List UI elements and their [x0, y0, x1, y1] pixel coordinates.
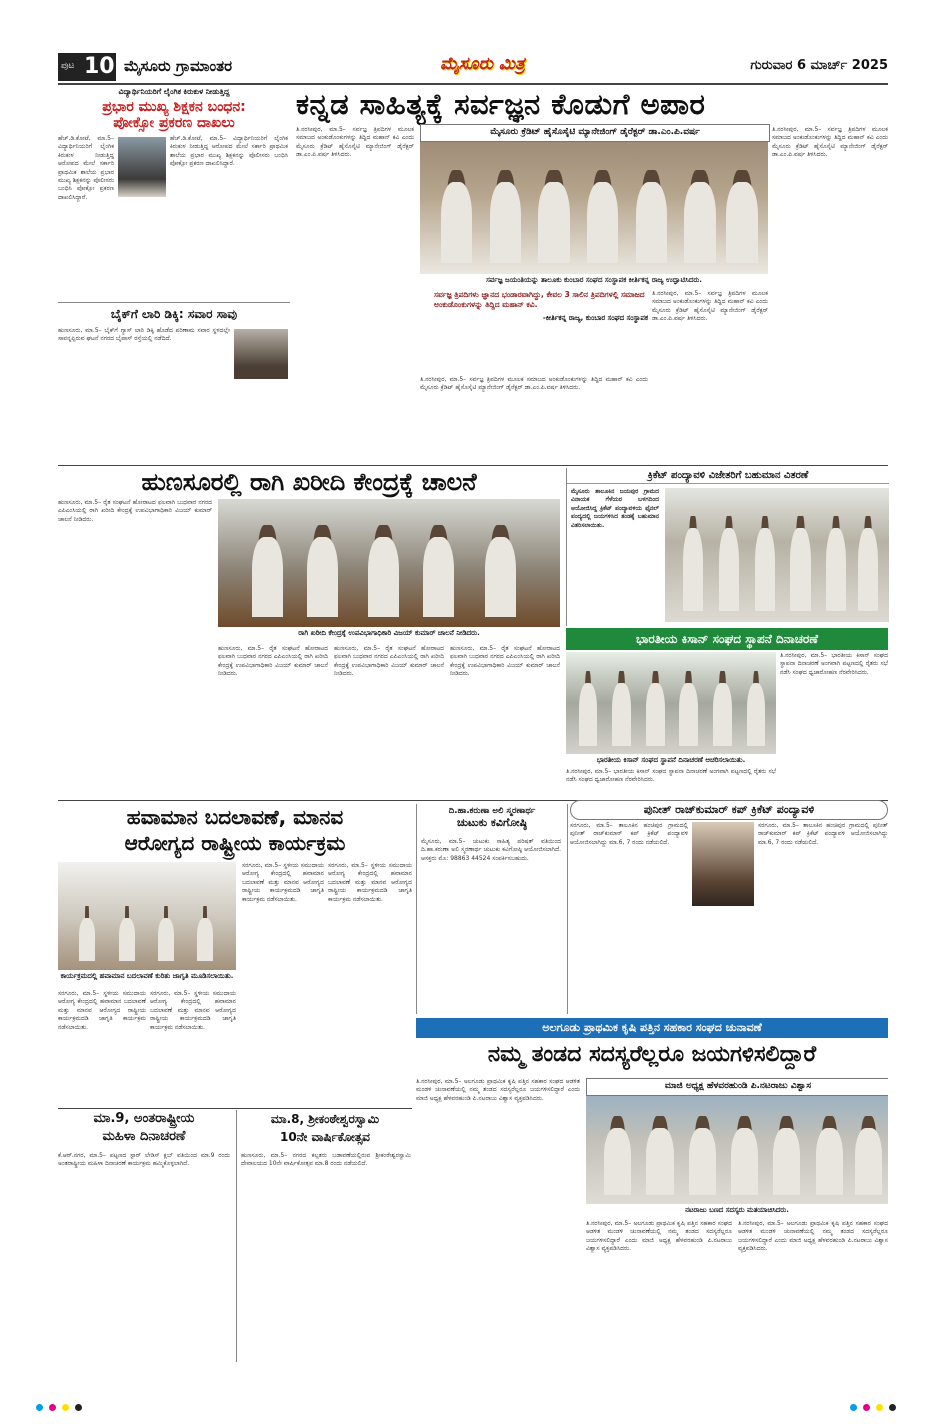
kavigoshti-headline-2: ಚುಟುಕು ಕವಿಗೋಷ್ಠಿ [456, 816, 528, 829]
cricket-prize-body: ಮೈಸೂರು ತಾಲೂಕಿನ ಜಯಪುರ ಗ್ರಾಮದ ವಿನಾಯಕ ಗೆಳೆಯರ ಬಳಗದಿಂದ ಆಯೋಜಿಸಿದ್ದ ಕ್ರಿಕೆಟ್ ಪಂದ್ಯಾವಳಿಯ ಫೈನಲ್ ಪಂದ್ಯದಲ್ಲಿ ಜಯಗಳಿಸಿದ ತಂಡಕ್ಕೆ ಬಹುಮಾನ ವಿತರಿಸಲಾಯಿತು. [571, 488, 659, 529]
ragi-body-col4: ಹುಣಸೂರು, ಮಾ.5– ರೈತ ಸಂಘಟನೆ ಹೋರಾಟದ ಫಲವಾಗಿ ಬುಧವಾರ ನಗರದ ಎಪಿಎಂಸಿಯಲ್ಲಿ ರಾಗಿ ಖರೀದಿ ಕೇಂದ್ರಕ್ಕೆ ಉಪವಿಭಾಗಾಧಿಕಾರಿ ವಿಜಯ್ ಕುಮಾರ್ ಚಾಲನೆ ನೀಡಿದರು. [450, 645, 560, 678]
climate-headline-1: ಹವಾಮಾನ ಬದಲಾವಣೆ, ಮಾನವ [126, 805, 344, 829]
climate-caption: ಕಾರ್ಯಕ್ರಮದಲ್ಲಿ ಹವಾಮಾನ ಬದಲಾವಣೆ ಕುರಿತು ಜಾಗೃತಿ ಮೂಡಿಸಲಾಯಿತು. [60, 972, 234, 980]
sahitya-body-col4: ತಿ.ನರಸೀಪುರ, ಮಾ.5– ಸರ್ವಜ್ಞ ತ್ರಿಪದಿಗಳ ಮೂಲಕ ಸಮಾಜದ ಅಂಕುಡೊಂಕುಗಳನ್ನು ತಿದ್ದಿದ ಮಹಾನ್ ಕವಿ ಎಂದು ಮೈಸೂರು ಕ್ರೆಡಿಟ್ ಹೈಸೊಸೈಟಿ ಮ್ಯಾನೇಜಿಂಗ್ ಡೈರೆಕ್ಟರ್ ಡಾ.ಎಂ.ಪಿ.ವರ್ಷ ತಿಳಿಸಿದರು. [772, 126, 888, 159]
kisan-headline: ಭಾರತೀಯ ಕಿಸಾನ್ ಸಂಘದ ಸ್ಥಾಪನೆ ದಿನಾಚರಣೆ [566, 628, 888, 650]
teacher-headline-2: ಪೋಕ್ಸೋ ಪ್ರಕರಣ ದಾಖಲು [113, 115, 235, 131]
kavigoshti-headline-1: ದಿ.ಹಾ.ಕರುಣಾ ಅಲಿ ಸ್ಮರಣಾರ್ಥ [448, 806, 536, 816]
sahitya-quote-box [420, 290, 648, 372]
registration-marks-right [850, 1404, 896, 1411]
climate-body-col4: ಸರಗೂರು, ಮಾ.5– ಸ್ಥಳೀಯ ಸಮುದಾಯ ಆರೋಗ್ಯ ಕೇಂದ್ರದಲ್ಲಿ ಹವಾಮಾನ ಬದಲಾವಣೆ ಮತ್ತು ಮಾನವ ಆರೋಗ್ಯದ ರಾಷ್ಟ್ರೀಯ ಕಾರ್ಯಕ್ರಮದಡಿ ಜಾಗೃತಿ ಕಾರ್ಯಕ್ರಮ ನಡೆಸಲಾಯಿತು. [328, 862, 412, 903]
ragi-photo [218, 499, 560, 627]
cooperative-caption: ನಟರಾಜು ಬಣದ ಸದಸ್ಯರು ಮತಯಾಚಿಸಿದರು. [685, 1206, 789, 1214]
ragi-body-col1: ಹುಣಸೂರು, ಮಾ.5– ರೈತ ಸಂಘಟನೆ ಹೋರಾಟದ ಫಲವಾಗಿ ಬುಧವಾರ ನಗರದ ಎಪಿಎಂಸಿಯಲ್ಲಿ ರಾಗಿ ಖರೀದಿ ಕೇಂದ್ರಕ್ಕೆ ಉಪವಿಭಾಗಾಧಿಕಾರಿ ವಿಜಯ್ ಕುಮಾರ್ ಚಾಲನೆ ನೀಡಿದರು. [58, 499, 212, 523]
climate-body-col2: ಸರಗೂರು, ಮಾ.5– ಸ್ಥಳೀಯ ಸಮುದಾಯ ಆರೋಗ್ಯ ಕೇಂದ್ರದಲ್ಲಿ ಹವಾಮಾನ ಬದಲಾವಣೆ ಮತ್ತು ಮಾನವ ಆರೋಗ್ಯದ ರಾಷ್ಟ್ರೀಯ ಕಾರ್ಯಕ್ರಮದಡಿ ಜಾಗೃತಿ ಕಾರ್ಯಕ್ರಮ ನಡೆಸಲಾಯಿತು. [150, 990, 236, 1031]
story-cooperative [416, 1018, 888, 1362]
teacher-headline-1: ಪ್ರಭಾರ ಮುಖ್ಯ ಶಿಕ್ಷಕನ ಬಂಧನ: [102, 99, 246, 115]
page-number: 10 [84, 54, 115, 79]
issue-date: ಗುರುವಾರ 6 ಮಾರ್ಚ್ 2025 [750, 58, 888, 73]
climate-photo [58, 862, 236, 970]
story-srikanteshwara [236, 1110, 413, 1362]
story-climate [58, 804, 412, 1106]
sahitya-caption: ಸರ್ವಜ್ಞ ಜಯಂತಿಯನ್ನು ತಾಲೂಕು ಕುಂಬಾರ ಸಂಘದ ಸಂಸ್ಥಾಪಕ ಕೀರ್ತಿಕನ್ನ ರಾಜ್ಯ ಉದ್ಘಾಟಿಸಿದರು. [486, 276, 702, 284]
ragi-headline: ಹುಣಸೂರಲ್ಲಿ ರಾಗಿ ಖರೀದಿ ಕೇಂದ್ರಕ್ಕೆ ಚಾಲನೆ [141, 468, 477, 496]
cooperative-subhead: ಮಾಜಿ ಅಧ್ಯಕ್ಷ ಹೆಳವರಹುಂಡಿ ಪಿ.ನಟರಾಜು ವಿಶ್ವಾಸ [586, 1078, 888, 1096]
kisan-caption: ಭಾರತೀಯ ಕಿಸಾನ್ ಸಂಘದ ಸ್ಥಾಪನೆ ದಿನಾಚರಣೆ ಆಚರಿಸಲಾಯಿತು. [596, 756, 746, 764]
cricket-prize-photo [665, 488, 889, 622]
cooperative-body-col2: ತಿ.ನರಸೀಪುರ, ಮಾ.5– ಅಲಗೂಡು ಪ್ರಾಥಮಿಕ ಕೃಷಿ ಪತ್ತಿನ ಸಹಕಾರ ಸಂಘದ ಆಡಳಿತ ಮಂಡಳಿ ಚುನಾವಣೆಯಲ್ಲಿ ನಮ್ಮ ತಂಡದ ಸದಸ್ಯರೆಲ್ಲರೂ ಜಯಗಳಿಸಲಿದ್ದಾರೆ ಎಂದು ಮಾಜಿ ಅಧ್ಯಕ್ಷ ಹೆಳವರಹುಂಡಿ ಪಿ.ನಟರಾಜು ವಿಶ್ವಾಸ ವ್ಯಕ್ತಪಡಿಸಿದರು. [586, 1220, 732, 1253]
registration-dot [62, 1404, 69, 1411]
srikanteshwara-body: ಹುಣಸೂರು, ಮಾ.5– ನಗರದ ಕಲ್ಪತರು ಬಡಾವಣೆಯಲ್ಲಿರುವ ಶ್ರೀಕಂಠೇಶ್ವರಸ್ವಾಮಿ ದೇವಾಲಯದ 10ನೇ ವಾರ್ಷಿಕೋತ್ಸವ ಮಾ.8 ರಂದು ನಡೆಯಲಿದೆ. [241, 1152, 411, 1168]
header-rule [58, 83, 888, 85]
sahitya-body-col3: ತಿ.ನರಸೀಪುರ, ಮಾ.5– ಸರ್ವಜ್ಞ ತ್ರಿಪದಿಗಳ ಮೂಲಕ ಸಮಾಜದ ಅಂಕುಡೊಂಕುಗಳನ್ನು ತಿದ್ದಿದ ಮಹಾನ್ ಕವಿ ಎಂದು ಮೈಸೂರು ಕ್ರೆಡಿಟ್ ಹೈಸೊಸೈಟಿ ಮ್ಯಾನೇಜಿಂಗ್ ಡೈರೆಕ್ಟರ್ ಡಾ.ಎಂ.ಪಿ.ವರ್ಷ ತಿಳಿಸಿದರು. [652, 290, 768, 323]
kisan-photo [566, 652, 776, 754]
kavigoshti-body: ಮೈಸೂರು, ಮಾ.5– ಚುಟುಕು ಸಾಹಿತ್ಯ ಪರಿಷತ್ ವತಿಯಿಂದ ದಿ.ಹಾ.ಕರುಣಾ ಅಲಿ ಸ್ಮರಣಾರ್ಥ ಚುಟುಕು ಕವಿಗೋಷ್ಠಿ ಆಯೋಜಿಸಲಾಗಿದೆ. ಆಸಕ್ತರು ಮೊ: 98863 44524 ಸಂಪರ್ಕಿಸಬಹುದು. [421, 838, 561, 862]
sahitya-body-col2: ತಿ.ನರಸೀಪುರ, ಮಾ.5– ಸರ್ವಜ್ಞ ತ್ರಿಪದಿಗಳ ಮೂಲಕ ಸಮಾಜದ ಅಂಕುಡೊಂಕುಗಳನ್ನು ತಿದ್ದಿದ ಮಹಾನ್ ಕವಿ ಎಂದು ಮೈಸೂರು ಕ್ರೆಡಿಟ್ ಹೈಸೊಸೈಟಿ ಮ್ಯಾನೇಜಿಂಗ್ ಡೈರೆಕ್ಟರ್ ಡಾ.ಎಂ.ಪಿ.ವರ್ಷ ತಿಳಿಸಿದರು. [420, 376, 648, 392]
cooperative-photo [586, 1096, 888, 1204]
registration-dot [876, 1404, 883, 1411]
puneeth-photo [692, 822, 754, 906]
registration-dot [49, 1404, 56, 1411]
masthead-title: ಮೈಸೂರು ಮಿತ್ರ [440, 54, 525, 74]
registration-dot [889, 1404, 896, 1411]
puneeth-headline: ಪುನೀತ್ ರಾಜ್‌ಕುಮಾರ್ ಕಪ್ ಕ್ರಿಕೆಟ್ ಪಂದ್ಯಾವಳಿ [570, 800, 888, 820]
teacher-photo [118, 137, 166, 197]
womens-day-body: ಕೆ.ಆರ್.ನಗರ, ಮಾ.5– ಪಟ್ಟಣದ ಸ್ಟಾರ್ ಲೇಡಿಸ್ ಕ್ಲಬ್ ವತಿಯಿಂದ ಮಾ.9 ರಂದು ಅಂತರಾಷ್ಟ್ರೀಯ ಮಹಿಳಾ ದಿನಾಚರಣೆ ಕಾರ್ಯಕ್ರಮ ಹಮ್ಮಿಕೊಳ್ಳಲಾಗಿದೆ. [58, 1152, 230, 1168]
sahitya-quote-author: -ಕೀರ್ತಿಕನ್ನ ರಾಜ್ಯ, ಕುಂಬಾರ ಸಂಘದ ಸಂಸ್ಥಾಪಕ [542, 314, 648, 322]
cooperative-body-col1: ತಿ.ನರಸೀಪುರ, ಮಾ.5– ಅಲಗೂಡು ಪ್ರಾಥಮಿಕ ಕೃಷಿ ಪತ್ತಿನ ಸಹಕಾರ ಸಂಘದ ಆಡಳಿತ ಮಂಡಳಿ ಚುನಾವಣೆಯಲ್ಲಿ ನಮ್ಮ ತಂಡದ ಸದಸ್ಯರೆಲ್ಲರೂ ಜಯಗಳಿಸಲಿದ್ದಾರೆ ಎಂದು ಮಾಜಿ ಅಧ್ಯಕ್ಷ ಹೆಳವರಹುಂಡಿ ಪಿ.ನಟರಾಜು ವಿಶ್ವಾಸ ವ್ಯಕ್ತಪಡಿಸಿದರು. [416, 1078, 580, 1102]
registration-dot [75, 1404, 82, 1411]
womens-day-headline-1: ಮಾ.9, ಅಂತರಾಷ್ಟ್ರೀಯ [93, 1111, 195, 1126]
cricket-prize-headline: ಕ್ರಿಕೆಟ್ ಪಂದ್ಯಾವಳಿ ವಿಜೇತರಿಗೆ ಬಹುಮಾನ ವಿತರಣೆ [567, 468, 889, 484]
cooperative-headline: ನಮ್ಮ ತಂಡದ ಸದಸ್ಯರೆಲ್ಲರೂ ಜಯಗಳಿಸಲಿದ್ದಾರೆ [487, 1042, 817, 1067]
section-title: ಮೈಸೂರು ಗ್ರಾಮಾಂತರ [124, 57, 233, 75]
lorry-headline: ಬೈಕ್‌ಗೆ ಲಾರಿ ಡಿಕ್ಕಿ: ಸವಾರ ಸಾವು [110, 307, 238, 321]
story-kisan [566, 628, 888, 796]
climate-body-col1: ಸರಗೂರು, ಮಾ.5– ಸ್ಥಳೀಯ ಸಮುದಾಯ ಆರೋಗ್ಯ ಕೇಂದ್ರದಲ್ಲಿ ಹವಾಮಾನ ಬದಲಾವಣೆ ಮತ್ತು ಮಾನವ ಆರೋಗ್ಯದ ರಾಷ್ಟ್ರೀಯ ಕಾರ್ಯಕ್ರಮದಡಿ ಜಾಗೃತಿ ಕಾರ್ಯಕ್ರಮ ನಡೆಸಲಾಯಿತು. [58, 990, 146, 1031]
bottom-left-rule [58, 1108, 412, 1109]
sahitya-headline: ಕನ್ನಡ ಸಾಹಿತ್ಯಕ್ಕೆ ಸರ್ವಜ್ಞನ ಕೊಡುಗೆ ಅಪಾರ [296, 87, 706, 121]
story-kavigoshti [416, 804, 568, 1014]
teacher-body: ಹೆಚ್.ಡಿ.ಕೋಟೆ, ಮಾ.5– ವಿದ್ಯಾರ್ಥಿನಿಯರಿಗೆ ಲೈಂಗಿಕ ಕಿರುಕುಳ ನೀಡುತ್ತಿದ್ದ ಆರೋಪದ ಮೇಲೆ ಸರ್ಕಾರಿ ಪ್ರಾಥಮಿಕ ಶಾಲೆಯ ಪ್ರಭಾರ ಮುಖ್ಯ ಶಿಕ್ಷಕನನ್ನು ಪೊಲೀಸರು ಬಂಧಿಸಿ ಪೋಕ್ಸೋ ಪ್ರಕರಣ ದಾಖಲಿಸಿದ್ದಾರೆ. [58, 135, 114, 201]
puneeth-body-col1: ಸರಗೂರು, ಮಾ.5– ತಾಲೂಕಿನ ಹಂಚಿಪುರ ಗ್ರಾಮದಲ್ಲಿ ಪುನೀತ್ ರಾಜ್‌ಕುಮಾರ್ ಕಪ್ ಕ್ರಿಕೆಟ್ ಪಂದ್ಯಾವಳಿ ಆಯೋಜಿಸಲಾಗಿದ್ದು ಮಾ.6, 7 ರಂದು ನಡೆಯಲಿದೆ. [570, 822, 688, 846]
story-sahitya [296, 86, 888, 462]
story-lorry [58, 302, 290, 463]
page-label-box [58, 53, 116, 81]
climate-headline-2: ಆರೋಗ್ಯದ ರಾಷ್ಟ್ರೀಯ ಕಾರ್ಯಕ್ರಮ [124, 831, 346, 855]
ragi-body-col3: ಹುಣಸೂರು, ಮಾ.5– ರೈತ ಸಂಘಟನೆ ಹೋರಾಟದ ಫಲವಾಗಿ ಬುಧವಾರ ನಗರದ ಎಪಿಎಂಸಿಯಲ್ಲಿ ರಾಗಿ ಖರೀದಿ ಕೇಂದ್ರಕ್ಕೆ ಉಪವಿಭಾಗಾಧಿಕಾರಿ ವಿಜಯ್ ಕುಮಾರ್ ಚಾಲನೆ ನೀಡಿದರು. [334, 645, 444, 678]
kisan-body-bottom: ತಿ.ನರಸೀಪುರ, ಮಾ.5– ಭಾರತೀಯ ಕಿಸಾನ್ ಸಂಘದ ಸ್ಥಾಪನಾ ದಿನಾಚರಣೆ ಅಂಗವಾಗಿ ಪಟ್ಟಣದಲ್ಲಿ ರೈತರು ಸಭೆ ನಡೆಸಿ ಸಂಘದ ಧ್ವಜಾರೋಹಣ ನೆರವೇರಿಸಿದರು. [566, 768, 776, 784]
puneeth-body-col2: ಸರಗೂರು, ಮಾ.5– ತಾಲೂಕಿನ ಹಂಚಿಪುರ ಗ್ರಾಮದಲ್ಲಿ ಪುನೀತ್ ರಾಜ್‌ಕುಮಾರ್ ಕಪ್ ಕ್ರಿಕೆಟ್ ಪಂದ್ಯಾವಳಿ ಆಯೋಜಿಸಲಾಗಿದ್ದು ಮಾ.6, 7 ರಂದು ನಡೆಯಲಿದೆ. [758, 822, 888, 846]
climate-body-col3: ಸರಗೂರು, ಮಾ.5– ಸ್ಥಳೀಯ ಸಮುದಾಯ ಆರೋಗ್ಯ ಕೇಂದ್ರದಲ್ಲಿ ಹವಾಮಾನ ಬದಲಾವಣೆ ಮತ್ತು ಮಾನವ ಆರೋಗ್ಯದ ರಾಷ್ಟ್ರೀಯ ಕಾರ್ಯಕ್ರಮದಡಿ ಜಾಗೃತಿ ಕಾರ್ಯಕ್ರಮ ನಡೆಸಲಾಯಿತು. [242, 862, 324, 903]
sahitya-photo [420, 142, 768, 274]
kisan-body-right: ತಿ.ನರಸೀಪುರ, ಮಾ.5– ಭಾರತೀಯ ಕಿಸಾನ್ ಸಂಘದ ಸ್ಥಾಪನಾ ದಿನಾಚರಣೆ ಅಂಗವಾಗಿ ಪಟ್ಟಣದಲ್ಲಿ ರೈತರು ಸಭೆ ನಡೆಸಿ ಸಂಘದ ಧ್ವಜಾರೋಹಣ ನೆರವೇರಿಸಿದರು. [780, 652, 888, 676]
masthead [440, 54, 590, 80]
cooperative-kicker: ಅಲಗೂಡು ಪ್ರಾಥಮಿಕ ಕೃಷಿ ಪತ್ತಿನ ಸಹಕಾರ ಸಂಘದ ಚುನಾವಣೆ [416, 1018, 888, 1038]
womens-day-headline-2: ಮಹಿಳಾ ದಿನಾಚರಣೆ [102, 1129, 186, 1144]
ragi-top-rule [58, 465, 888, 466]
lorry-body: ಹುಣಸೂರು, ಮಾ.5– ಬೈಕ್‌ಗೆ ಗ್ಯಾಸ್ ಲಾರಿ ಡಿಕ್ಕಿ ಹೊಡೆದ ಪರಿಣಾಮ ಸವಾರ ಸ್ಥಳದಲ್ಲೇ ಸಾವನ್ನಪ್ಪಿರುವ ಘಟನೆ ನಗರದ ಬೈಪಾಸ್ ರಸ್ತೆಯಲ್ಲಿ ನಡೆದಿದೆ. [58, 327, 230, 343]
story-teacher [58, 87, 290, 299]
story-cricket-prize [566, 468, 889, 626]
registration-marks-left [36, 1404, 82, 1411]
srikanteshwara-headline-2: 10ನೇ ವಾರ್ಷಿಕೋತ್ಸವ [279, 1130, 370, 1144]
ragi-caption: ರಾಗಿ ಖರೀದಿ ಕೇಂದ್ರಕ್ಕೆ ಉಪವಿಭಾಗಾಧಿಕಾರಿ ವಿಜಯ್ ಕುಮಾರ್ ಚಾಲನೆ ನೀಡಿದರು. [298, 629, 480, 637]
srikanteshwara-headline-1: ಮಾ.8, ಶ್ರೀಕಂಠೇಶ್ವರಸ್ವಾಮಿ [270, 1112, 380, 1126]
registration-dot [36, 1404, 43, 1411]
registration-dot [863, 1404, 870, 1411]
teacher-kicker: ವಿದ್ಯಾರ್ಥಿನಿಯರಿಗೆ ಲೈಂಗಿಕ ಕಿರುಕುಳ ನೀಡುತ್ತಿದ್ದ [118, 87, 230, 96]
lorry-photo [234, 329, 288, 379]
registration-dot [850, 1404, 857, 1411]
ragi-body-col2: ಹುಣಸೂರು, ಮಾ.5– ರೈತ ಸಂಘಟನೆ ಹೋರಾಟದ ಫಲವಾಗಿ ಬುಧವಾರ ನಗರದ ಎಪಿಎಂಸಿಯಲ್ಲಿ ರಾಗಿ ಖರೀದಿ ಕೇಂದ್ರಕ್ಕೆ ಉಪವಿಭಾಗಾಧಿಕಾರಿ ವಿಜಯ್ ಕುಮಾರ್ ಚಾಲನೆ ನೀಡಿದರು. [218, 645, 328, 678]
sahitya-subhead: ಮೈಸೂರು ಕ್ರೆಡಿಟ್ ಹೈಸೊಸೈಟಿ ಮ್ಯಾನೇಜಿಂಗ್ ಡೈರೆಕ್ಟರ್ ಡಾ.ಎಂ.ಪಿ.ವರ್ಷ [420, 124, 770, 142]
sahitya-body-col1: ತಿ.ನರಸೀಪುರ, ಮಾ.5– ಸರ್ವಜ್ಞ ತ್ರಿಪದಿಗಳ ಮೂಲಕ ಸಮಾಜದ ಅಂಕುಡೊಂಕುಗಳನ್ನು ತಿದ್ದಿದ ಮಹಾನ್ ಕವಿ ಎಂದು ಮೈಸೂರು ಕ್ರೆಡಿಟ್ ಹೈಸೊಸೈಟಿ ಮ್ಯಾನೇಜಿಂಗ್ ಡೈರೆಕ್ಟರ್ ಡಾ.ಎಂ.ಪಿ.ವರ್ಷ ತಿಳಿಸಿದರು. [296, 126, 414, 159]
sahitya-quote: ಸರ್ವಜ್ಞ ತ್ರಿಪದಿಗಳು ಜ್ಞಾನದ ಭಂಡಾರವಾಗಿದ್ದು, ಕೇವಲ 3 ಸಾಲಿನ ತ್ರಿಪದಿಗಳಲ್ಲಿ ಸಮಾಜದ ಅಂಕುಡೊಂಕುಗಳನ್ನು ತಿದ್ದಿದ ಮಹಾನ್ ಕವಿ. [434, 290, 645, 309]
teacher-body-right: ಹೆಚ್.ಡಿ.ಕೋಟೆ, ಮಾ.5– ವಿದ್ಯಾರ್ಥಿನಿಯರಿಗೆ ಲೈಂಗಿಕ ಕಿರುಕುಳ ನೀಡುತ್ತಿದ್ದ ಆರೋಪದ ಮೇಲೆ ಸರ್ಕಾರಿ ಪ್ರಾಥಮಿಕ ಶಾಲೆಯ ಪ್ರಭಾರ ಮುಖ್ಯ ಶಿಕ್ಷಕನನ್ನು ಪೊಲೀಸರು ಬಂಧಿಸಿ ಪೋಕ್ಸೋ ಪ್ರಕರಣ ದಾಖಲಿಸಿದ್ದಾರೆ. [170, 135, 288, 168]
story-puneeth [570, 798, 888, 1016]
page-label: ಪುಟ [61, 61, 75, 71]
story-ragi [58, 467, 560, 797]
story-womens-day [58, 1110, 230, 1362]
cooperative-body-col3: ತಿ.ನರಸೀಪುರ, ಮಾ.5– ಅಲಗೂಡು ಪ್ರಾಥಮಿಕ ಕೃಷಿ ಪತ್ತಿನ ಸಹಕಾರ ಸಂಘದ ಆಡಳಿತ ಮಂಡಳಿ ಚುನಾವಣೆಯಲ್ಲಿ ನಮ್ಮ ತಂಡದ ಸದಸ್ಯರೆಲ್ಲರೂ ಜಯಗಳಿಸಲಿದ್ದಾರೆ ಎಂದು ಮಾಜಿ ಅಧ್ಯಕ್ಷ ಹೆಳವರಹುಂಡಿ ಪಿ.ನಟರಾಜು ವಿಶ್ವಾಸ ವ್ಯಕ್ತಪಡಿಸಿದರು. [738, 1220, 888, 1253]
